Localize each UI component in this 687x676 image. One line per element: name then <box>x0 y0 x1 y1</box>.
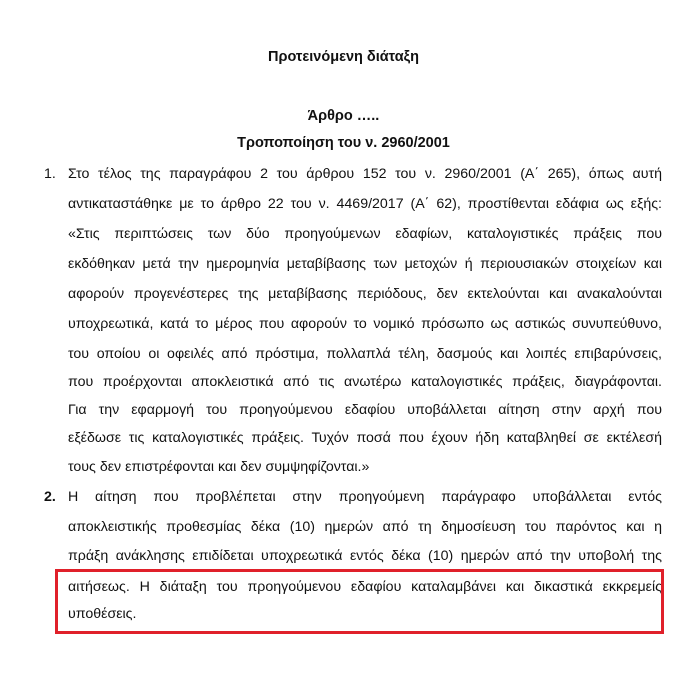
paragraph-line: Η αίτηση που προβλέπεται στην προηγούμενη παράγραφο υποβάλλεται εντός <box>68 489 662 505</box>
document-heading: Προτεινόμενη διάταξη <box>268 49 419 65</box>
paragraph-line: αντικαταστάθηκε με το άρθρο 22 του ν. 4469/2017 (Α΄ 62), προστίθενται εδάφια ως εξής: <box>68 196 662 212</box>
paragraph-line: αποκλειστικής προθεσμίας δέκα (10) ημερών από τη δημοσίευση του παρόντος και η <box>68 519 662 535</box>
paragraph-line: υποθέσεις. <box>68 606 137 622</box>
paragraph-line: αιτήσεως. Η διάταξη του προηγούμενου εδαφίου καταλαμβάνει και δικαστικά εκκρεμείς <box>68 579 662 595</box>
paragraph-line: Για την εφαρμογή του προηγούμενου εδαφίου υποβάλλεται αίτηση στην αρχή που <box>68 402 662 418</box>
paragraph-number: 1. <box>44 166 56 182</box>
paragraph-line: πράξη ανάκλησης επιδίδεται υποχρεωτικά εντός δέκα (10) ημερών από την υποβολή της <box>68 548 662 564</box>
paragraph-line: υποχρεωτικά, κατά το μέρος που αφορούν το νομικό πρόσωπο ως αστικώς συνυπεύθυνο, <box>68 316 662 332</box>
paragraph-line: του οποίου οι οφειλές από πρόστιμα, πολλαπλά τέλη, δασμούς και λοιπές επιβαρύνσεις, <box>68 346 662 362</box>
article-title: Τροποποίηση του ν. 2960/2001 <box>237 135 450 151</box>
paragraph-line: τους δεν επιστρέφονται και δεν συμψηφίζονται.» <box>68 459 370 475</box>
paragraph-line: «Στις περιπτώσεις των δύο προηγούμενων εδαφίων, καταλογιστικές πράξεις που <box>68 226 662 242</box>
paragraph-line: αφορούν προγενέστερες της μεταβίβασης περιόδους, δεν εκτελούνται και ανακαλούνται <box>68 286 662 302</box>
paragraph-line: που προέρχονται αποκλειστικά από τις ανωτέρω καταλογιστικές πράξεις, διαγράφονται. <box>68 374 662 390</box>
paragraph-line: εκδόθηκαν μετά την ημερομηνία μεταβίβασης των μετοχών ή περιουσιακών στοιχείων και <box>68 256 662 272</box>
red-highlight-box <box>55 569 664 634</box>
paragraph-number: 2. <box>44 489 56 505</box>
paragraph-line: εξέδωσε τις καταλογιστικές πράξεις. Τυχόν ποσά που έχουν ήδη καταβληθεί σε εκτέλεσή <box>68 430 662 446</box>
paragraph-line: Στο τέλος της παραγράφου 2 του άρθρου 152 του ν. 2960/2001 (Α΄ 265), όπως αυτή <box>68 166 662 182</box>
article-label: Άρθρο ….. <box>307 108 380 124</box>
